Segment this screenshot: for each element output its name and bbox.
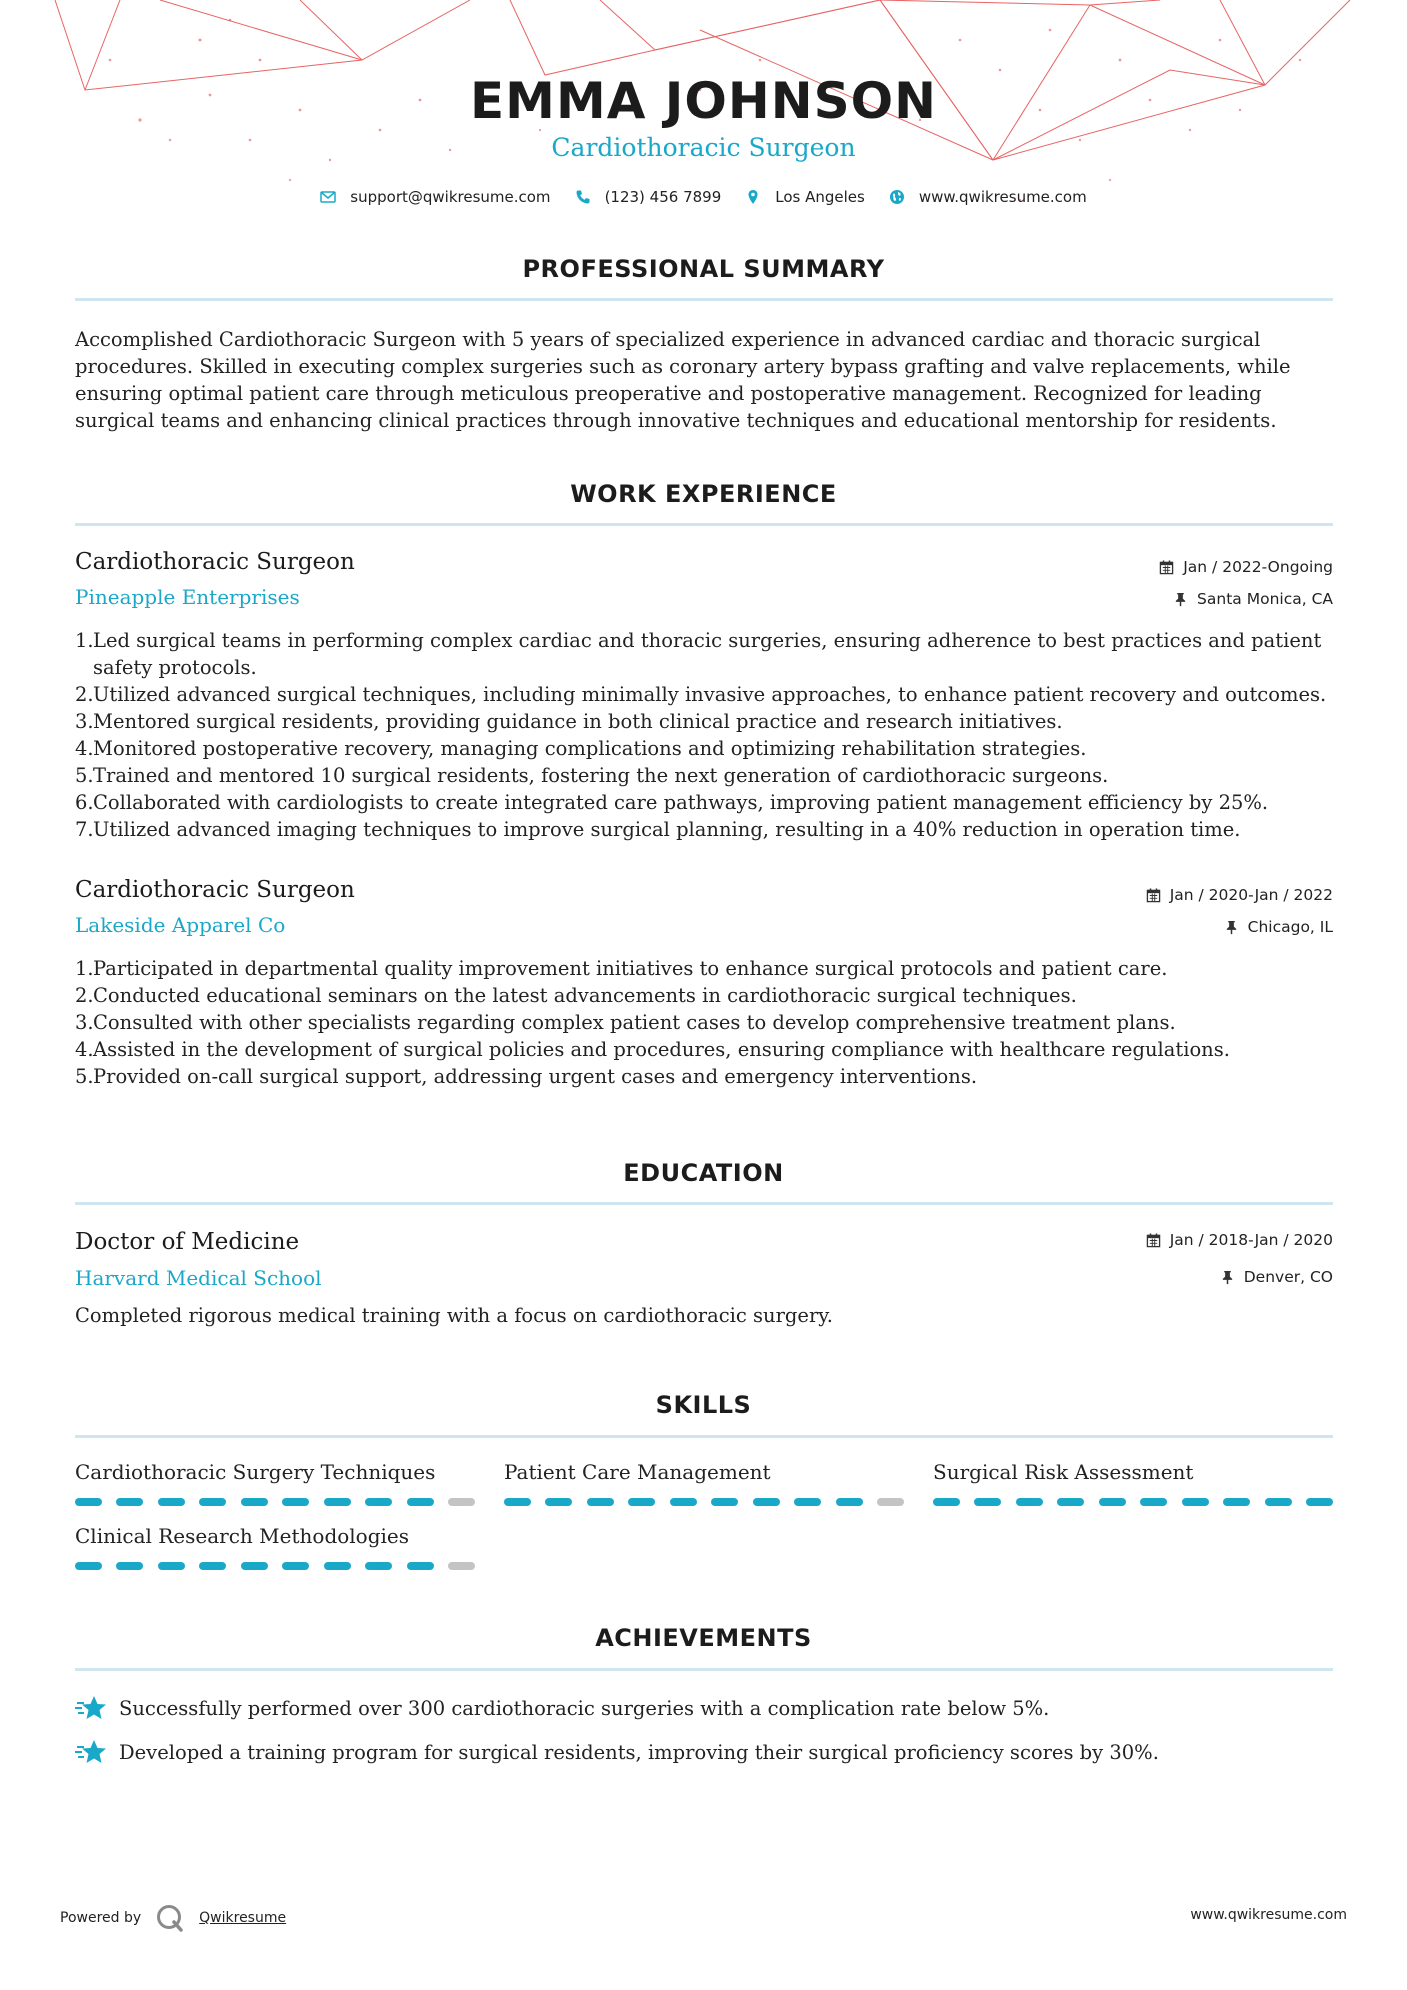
skill-dash-filled [1182, 1498, 1209, 1506]
candidate-name: EMMA JOHNSON [470, 72, 937, 130]
map-pin-icon [745, 189, 761, 205]
list-item: 2. Conducted educational seminars on the latest advancements in cardiothoracic surgical techniques. [75, 984, 1077, 1007]
skill-dash-filled [670, 1498, 697, 1506]
education-location [1220, 1268, 1333, 1286]
skill-dash-filled [116, 1562, 143, 1570]
footer-url[interactable]: www.qwikresume.com [1190, 1907, 1347, 1923]
list-item: 3. Mentored surgical residents, providing guidance in both clinical practice and research initiatives. [75, 710, 1063, 733]
skill-dash-filled [1265, 1498, 1292, 1506]
achievements-divider [75, 1668, 1333, 1671]
skill-dash-filled [1306, 1498, 1333, 1506]
skill-dash-filled [836, 1498, 863, 1506]
star-icon [75, 1738, 107, 1766]
job-2-location-text: Chicago, IL [1247, 918, 1333, 936]
skill-item [504, 1460, 904, 1506]
skill-item [75, 1524, 475, 1570]
job-1-company: Pineapple Enterprises [75, 585, 300, 609]
job-1-location [1173, 590, 1333, 608]
job-2-dates-text: Jan / 2020-Jan / 2022 [1169, 886, 1333, 904]
skill-dash-filled [1016, 1498, 1043, 1506]
experience-divider [75, 523, 1333, 526]
education-dates [1146, 1231, 1333, 1249]
contact-location [745, 188, 865, 206]
skills-divider [75, 1435, 1333, 1438]
powered-by-label: Powered by [60, 1910, 142, 1926]
list-item: 4. Assisted in the development of surgical policies and procedures, ensuring compliance with healthcare regulations. [75, 1038, 1230, 1061]
list-item: 2. Utilized advanced surgical techniques, including minimally invasive approaches, to enhance patient recovery and outcomes. [75, 683, 1327, 706]
calendar-icon [1159, 560, 1174, 575]
achievement-item [75, 1694, 1049, 1722]
job-1-dates-text: Jan / 2022-Ongoing [1183, 558, 1333, 576]
skill-dash-filled [324, 1562, 351, 1570]
list-item: 5. Provided on-call surgical support, addressing urgent cases and emergency interventions. [75, 1065, 978, 1088]
education-description: Completed rigorous medical training with a focus on cardiothoracic surgery. [75, 1304, 833, 1327]
job-1-bullets [75, 627, 1333, 843]
skill-dash-filled [241, 1498, 268, 1506]
list-item: 6. Collaborated with cardiologists to create integrated care pathways, improving patient management efficiency by 25%. [75, 791, 1269, 814]
skill-dash-filled [324, 1498, 351, 1506]
list-item: 5. Trained and mentored 10 surgical residents, fostering the next generation of cardiothoracic surgeons. [75, 764, 1109, 787]
skill-dash-filled [199, 1498, 226, 1506]
job-1-dates [1159, 558, 1333, 576]
skill-dash-filled [1057, 1498, 1084, 1506]
education-school: Harvard Medical School [75, 1266, 322, 1290]
list-item: 7. Utilized advanced imaging techniques to improve surgical planning, resulting in a 40% reduction in operation time. [75, 818, 1241, 841]
job-2-location [1224, 918, 1333, 936]
skill-dash-filled [711, 1498, 738, 1506]
job-1-title: Cardiothoracic Surgeon [75, 549, 355, 575]
skill-dash-filled [241, 1562, 268, 1570]
skill-dash-filled [407, 1498, 434, 1506]
skill-label: Patient Care Management [504, 1460, 771, 1484]
skill-level-bar [75, 1562, 475, 1570]
job-2-title: Cardiothoracic Surgeon [75, 877, 355, 903]
pushpin-icon [1224, 920, 1239, 935]
calendar-icon [1146, 888, 1161, 903]
contact-phone[interactable] [575, 188, 722, 206]
skill-item [933, 1460, 1333, 1506]
skill-dash-filled [933, 1498, 960, 1506]
skill-level-bar [504, 1498, 904, 1506]
skill-dash-filled [282, 1498, 309, 1506]
phone-icon [575, 189, 591, 205]
skill-dash-empty [448, 1498, 475, 1506]
skill-dash-filled [545, 1498, 572, 1506]
skill-dash-filled [199, 1562, 226, 1570]
contact-bar [0, 188, 1407, 206]
list-item: 1. Participated in departmental quality improvement initiatives to enhance surgical protocols and patient care. [75, 957, 1168, 980]
skill-dash-empty [877, 1498, 904, 1506]
education-dates-text: Jan / 2018-Jan / 2020 [1169, 1231, 1333, 1249]
skill-dash-filled [1099, 1498, 1126, 1506]
list-item: 3. Consulted with other specialists regarding complex patient cases to develop comprehensive treatment plans. [75, 1011, 1176, 1034]
list-item: 1. Led surgical teams in performing complex cardiac and thoracic surgeries, ensuring adherence to best practices and patient safety protocols. [75, 629, 1322, 679]
pushpin-icon [1173, 592, 1188, 607]
skill-item [75, 1460, 475, 1506]
star-icon [75, 1694, 107, 1722]
skill-label: Surgical Risk Assessment [933, 1460, 1194, 1484]
skill-dash-filled [1140, 1498, 1167, 1506]
footer-powered-by [60, 1903, 286, 1933]
summary-divider [75, 298, 1333, 301]
contact-website-text: www.qwikresume.com [918, 188, 1087, 206]
skill-dash-filled [365, 1498, 392, 1506]
brand-link[interactable]: Qwikresume [199, 1910, 287, 1926]
qwikresume-logo-icon [155, 1903, 185, 1933]
achievement-text: Developed a training program for surgical residents, improving their surgical proficiency scores by 30%. [119, 1740, 1159, 1764]
skill-label: Clinical Research Methodologies [75, 1524, 410, 1548]
achievements-heading: ACHIEVEMENTS [595, 1624, 812, 1652]
contact-email[interactable] [320, 188, 550, 206]
contact-email-text: support@qwikresume.com [350, 188, 551, 206]
summary-heading: PROFESSIONAL SUMMARY [522, 255, 885, 283]
achievement-text: Successfully performed over 300 cardiothoracic surgeries with a complication rate below 5%. [119, 1696, 1050, 1720]
skill-dash-filled [1223, 1498, 1250, 1506]
contact-website[interactable] [889, 188, 1087, 206]
candidate-role: Cardiothoracic Surgeon [551, 133, 856, 162]
skill-dash-filled [116, 1498, 143, 1506]
skill-label: Cardiothoracic Surgery Techniques [75, 1460, 436, 1484]
education-divider [75, 1202, 1333, 1205]
job-2-dates [1146, 886, 1333, 904]
skill-dash-filled [794, 1498, 821, 1506]
calendar-icon [1146, 1233, 1161, 1248]
skill-dash-filled [504, 1498, 531, 1506]
skills-heading: SKILLS [655, 1391, 752, 1419]
envelope-icon [320, 189, 336, 205]
skill-dash-filled [407, 1562, 434, 1570]
skill-dash-filled [753, 1498, 780, 1506]
job-2-bullets [75, 955, 1333, 1090]
skill-dash-filled [628, 1498, 655, 1506]
list-item: 4. Monitored postoperative recovery, managing complications and optimizing rehabilitation strategies. [75, 737, 1087, 760]
education-location-text: Denver, CO [1243, 1268, 1333, 1286]
skill-dash-empty [448, 1562, 475, 1570]
job-2-company: Lakeside Apparel Co [75, 913, 286, 937]
skill-dash-filled [75, 1498, 102, 1506]
globe-icon [889, 189, 905, 205]
contact-phone-text: (123) 456 7899 [604, 188, 722, 206]
education-heading: EDUCATION [623, 1159, 784, 1187]
skill-dash-filled [282, 1562, 309, 1570]
contact-location-text: Los Angeles [775, 188, 865, 206]
skill-dash-filled [75, 1562, 102, 1570]
summary-text: Accomplished Cardiothoracic Surgeon with 5 years of specialized experience in advanced cardiac and thoracic surgical procedures. Skilled in executing complex surgeries such as coronary artery bypass grafting and valve replacements, while ensuring optimal patient care through meticulous preoperative and postoperative management. Recognized for leading surgical teams and enhancing clinical practices through innovative techniques and educational mentorship for residents. [75, 328, 1291, 432]
skill-level-bar [933, 1498, 1333, 1506]
achievement-item [75, 1738, 1159, 1766]
education-degree: Doctor of Medicine [75, 1229, 300, 1255]
experience-heading: WORK EXPERIENCE [570, 480, 837, 508]
skill-dash-filled [158, 1498, 185, 1506]
skill-dash-filled [158, 1562, 185, 1570]
job-1-location-text: Santa Monica, CA [1197, 590, 1333, 608]
skill-level-bar [75, 1498, 475, 1506]
skill-dash-filled [974, 1498, 1001, 1506]
skill-dash-filled [365, 1562, 392, 1570]
skill-dash-filled [587, 1498, 614, 1506]
pushpin-icon [1220, 1270, 1235, 1285]
